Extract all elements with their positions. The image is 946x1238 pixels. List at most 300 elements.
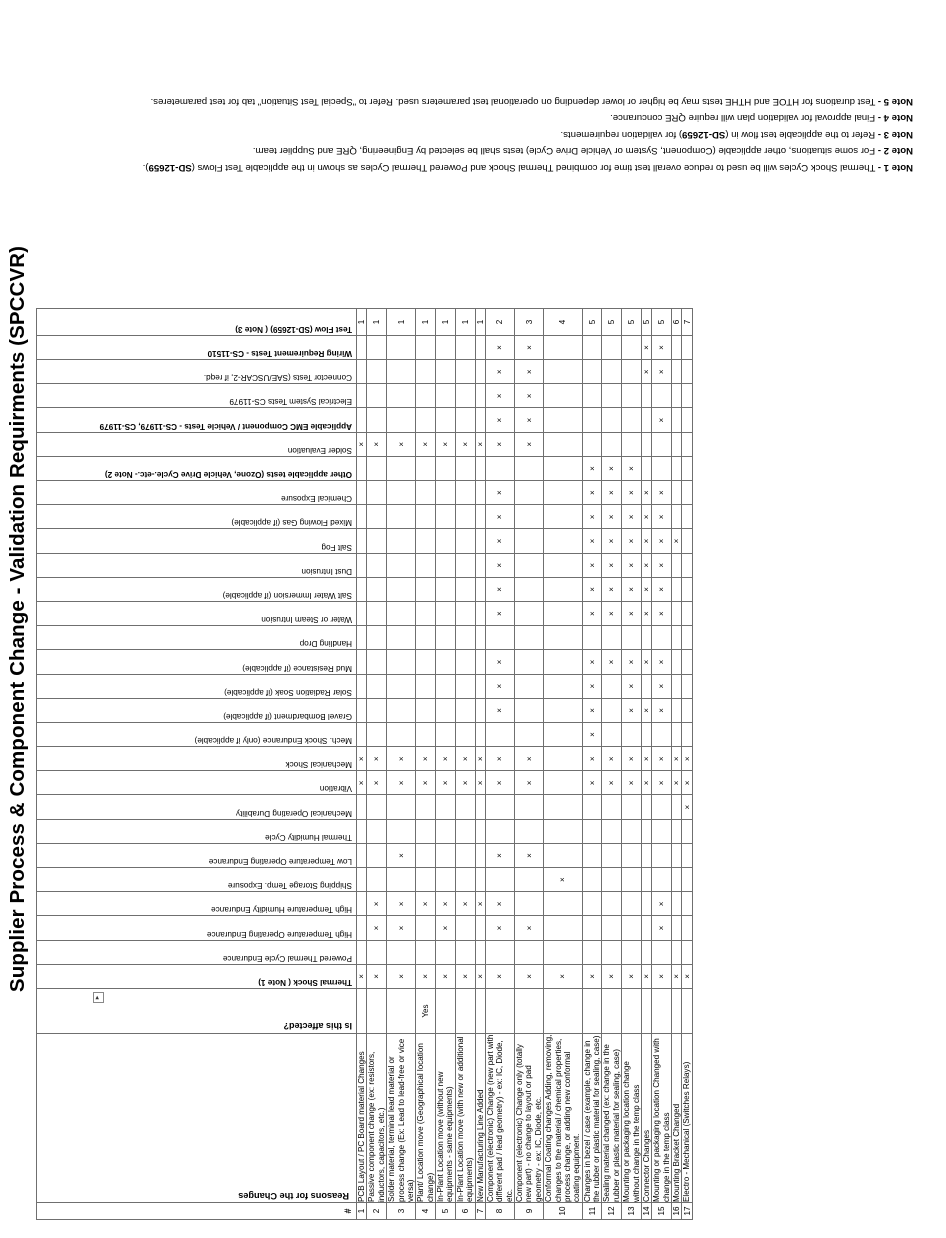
row-test-mark-cell[interactable]: × bbox=[582, 964, 602, 988]
row-test-mark-cell[interactable]: × bbox=[582, 577, 602, 601]
row-test-mark-cell[interactable] bbox=[622, 626, 642, 650]
row-test-mark-cell[interactable]: × bbox=[485, 916, 514, 940]
row-test-mark-cell[interactable] bbox=[416, 674, 436, 698]
row-test-mark-cell[interactable] bbox=[387, 698, 416, 722]
row-test-mark-cell[interactable] bbox=[672, 940, 682, 964]
row-test-mark-cell[interactable] bbox=[416, 360, 436, 384]
row-test-mark-cell[interactable] bbox=[602, 384, 622, 408]
row-test-mark-cell[interactable]: × bbox=[602, 529, 622, 553]
row-test-mark-cell[interactable] bbox=[357, 626, 367, 650]
row-test-mark-cell[interactable]: × bbox=[582, 602, 602, 626]
row-test-mark-cell[interactable] bbox=[682, 674, 692, 698]
row-test-mark-cell[interactable] bbox=[367, 408, 387, 432]
row-test-mark-cell[interactable]: × bbox=[602, 456, 622, 480]
row-test-mark-cell[interactable] bbox=[367, 335, 387, 359]
row-test-mark-cell[interactable] bbox=[416, 940, 436, 964]
row-test-mark-cell[interactable] bbox=[416, 553, 436, 577]
row-test-mark-cell[interactable] bbox=[416, 529, 436, 553]
row-test-mark-cell[interactable] bbox=[515, 626, 544, 650]
row-test-mark-cell[interactable]: × bbox=[682, 771, 692, 795]
row-test-mark-cell[interactable]: × bbox=[367, 916, 387, 940]
row-is-affected-cell[interactable] bbox=[582, 989, 602, 1034]
row-test-mark-cell[interactable] bbox=[582, 940, 602, 964]
row-test-mark-cell[interactable] bbox=[582, 408, 602, 432]
row-test-mark-cell[interactable] bbox=[515, 795, 544, 819]
row-test-mark-cell[interactable]: × bbox=[672, 529, 682, 553]
row-test-mark-cell[interactable]: × bbox=[515, 432, 544, 456]
row-test-mark-cell[interactable]: × bbox=[544, 964, 583, 988]
row-test-mark-cell[interactable] bbox=[387, 481, 416, 505]
row-test-mark-cell[interactable]: × bbox=[515, 747, 544, 771]
row-test-mark-cell[interactable] bbox=[544, 602, 583, 626]
row-test-mark-cell[interactable] bbox=[682, 626, 692, 650]
row-test-mark-cell[interactable] bbox=[387, 819, 416, 843]
row-test-mark-cell[interactable]: × bbox=[485, 892, 514, 916]
row-test-mark-cell[interactable]: × bbox=[387, 432, 416, 456]
row-test-mark-cell[interactable] bbox=[622, 335, 642, 359]
row-test-mark-cell[interactable]: × bbox=[582, 529, 602, 553]
row-test-mark-cell[interactable] bbox=[436, 360, 456, 384]
row-test-mark-cell[interactable] bbox=[455, 626, 475, 650]
row-test-mark-cell[interactable]: × bbox=[622, 650, 642, 674]
row-test-mark-cell[interactable]: × bbox=[652, 577, 672, 601]
row-test-mark-cell[interactable]: × bbox=[436, 747, 456, 771]
row-is-affected-cell[interactable] bbox=[515, 989, 544, 1034]
row-test-mark-cell[interactable] bbox=[357, 674, 367, 698]
row-test-mark-cell[interactable] bbox=[582, 432, 602, 456]
row-test-mark-cell[interactable] bbox=[641, 456, 651, 480]
row-test-mark-cell[interactable] bbox=[455, 335, 475, 359]
row-test-mark-cell[interactable] bbox=[475, 505, 485, 529]
row-test-mark-cell[interactable] bbox=[641, 674, 651, 698]
row-test-mark-cell[interactable]: × bbox=[357, 432, 367, 456]
row-test-mark-cell[interactable] bbox=[416, 843, 436, 867]
row-test-mark-cell[interactable] bbox=[622, 408, 642, 432]
row-test-mark-cell[interactable]: × bbox=[515, 964, 544, 988]
row-test-mark-cell[interactable]: × bbox=[641, 771, 651, 795]
row-test-mark-cell[interactable] bbox=[515, 481, 544, 505]
row-test-mark-cell[interactable]: × bbox=[515, 916, 544, 940]
row-test-mark-cell[interactable] bbox=[475, 843, 485, 867]
row-test-mark-cell[interactable] bbox=[602, 868, 622, 892]
row-test-mark-cell[interactable]: × bbox=[475, 432, 485, 456]
row-test-flow-cell[interactable]: 5 bbox=[641, 308, 651, 335]
row-test-mark-cell[interactable] bbox=[544, 892, 583, 916]
row-test-mark-cell[interactable]: × bbox=[436, 916, 456, 940]
row-test-mark-cell[interactable]: × bbox=[652, 892, 672, 916]
row-test-mark-cell[interactable]: × bbox=[652, 674, 672, 698]
row-test-mark-cell[interactable] bbox=[367, 940, 387, 964]
row-test-mark-cell[interactable]: × bbox=[367, 964, 387, 988]
row-test-mark-cell[interactable] bbox=[436, 505, 456, 529]
row-test-mark-cell[interactable] bbox=[475, 577, 485, 601]
row-test-mark-cell[interactable]: × bbox=[652, 747, 672, 771]
row-test-mark-cell[interactable]: × bbox=[652, 916, 672, 940]
row-test-flow-cell[interactable]: 3 bbox=[515, 308, 544, 335]
row-test-mark-cell[interactable] bbox=[622, 384, 642, 408]
row-test-mark-cell[interactable] bbox=[672, 481, 682, 505]
row-test-mark-cell[interactable] bbox=[475, 360, 485, 384]
row-test-mark-cell[interactable]: × bbox=[387, 964, 416, 988]
row-test-mark-cell[interactable]: × bbox=[672, 964, 682, 988]
row-test-flow-cell[interactable]: 1 bbox=[436, 308, 456, 335]
row-test-mark-cell[interactable] bbox=[544, 553, 583, 577]
row-test-mark-cell[interactable]: × bbox=[602, 771, 622, 795]
row-test-mark-cell[interactable] bbox=[455, 819, 475, 843]
row-test-mark-cell[interactable] bbox=[582, 626, 602, 650]
row-test-mark-cell[interactable] bbox=[641, 940, 651, 964]
row-test-mark-cell[interactable]: × bbox=[485, 650, 514, 674]
row-test-mark-cell[interactable] bbox=[357, 795, 367, 819]
row-test-mark-cell[interactable] bbox=[672, 698, 682, 722]
row-test-mark-cell[interactable]: × bbox=[544, 868, 583, 892]
row-test-mark-cell[interactable] bbox=[475, 408, 485, 432]
row-test-mark-cell[interactable] bbox=[641, 432, 651, 456]
row-test-mark-cell[interactable] bbox=[602, 674, 622, 698]
row-test-flow-cell[interactable]: 5 bbox=[622, 308, 642, 335]
row-test-mark-cell[interactable] bbox=[672, 819, 682, 843]
row-test-mark-cell[interactable] bbox=[602, 360, 622, 384]
row-test-mark-cell[interactable]: × bbox=[357, 771, 367, 795]
row-test-mark-cell[interactable] bbox=[515, 505, 544, 529]
row-test-mark-cell[interactable]: × bbox=[622, 747, 642, 771]
row-test-mark-cell[interactable] bbox=[357, 384, 367, 408]
row-test-mark-cell[interactable] bbox=[436, 481, 456, 505]
row-test-mark-cell[interactable]: × bbox=[682, 747, 692, 771]
row-test-mark-cell[interactable]: × bbox=[367, 771, 387, 795]
row-test-mark-cell[interactable] bbox=[602, 408, 622, 432]
row-test-mark-cell[interactable] bbox=[387, 602, 416, 626]
row-test-mark-cell[interactable] bbox=[682, 940, 692, 964]
row-test-flow-cell[interactable]: 5 bbox=[652, 308, 672, 335]
row-test-mark-cell[interactable] bbox=[475, 456, 485, 480]
row-test-mark-cell[interactable] bbox=[602, 432, 622, 456]
row-test-mark-cell[interactable]: × bbox=[455, 432, 475, 456]
row-test-mark-cell[interactable] bbox=[515, 892, 544, 916]
row-test-mark-cell[interactable] bbox=[367, 505, 387, 529]
row-test-mark-cell[interactable] bbox=[455, 916, 475, 940]
row-test-mark-cell[interactable]: × bbox=[582, 505, 602, 529]
row-test-mark-cell[interactable] bbox=[672, 650, 682, 674]
row-test-mark-cell[interactable] bbox=[602, 892, 622, 916]
row-test-mark-cell[interactable] bbox=[387, 577, 416, 601]
row-test-mark-cell[interactable] bbox=[544, 335, 583, 359]
row-test-mark-cell[interactable] bbox=[357, 577, 367, 601]
row-test-mark-cell[interactable]: × bbox=[475, 747, 485, 771]
row-test-mark-cell[interactable] bbox=[672, 505, 682, 529]
row-test-mark-cell[interactable] bbox=[367, 553, 387, 577]
row-test-mark-cell[interactable] bbox=[416, 481, 436, 505]
row-test-mark-cell[interactable] bbox=[622, 916, 642, 940]
row-test-mark-cell[interactable] bbox=[387, 626, 416, 650]
row-test-mark-cell[interactable]: × bbox=[515, 335, 544, 359]
row-test-mark-cell[interactable] bbox=[641, 916, 651, 940]
row-test-mark-cell[interactable] bbox=[357, 916, 367, 940]
row-test-mark-cell[interactable]: × bbox=[602, 481, 622, 505]
row-test-mark-cell[interactable]: × bbox=[582, 674, 602, 698]
row-test-mark-cell[interactable] bbox=[515, 674, 544, 698]
row-test-mark-cell[interactable] bbox=[436, 408, 456, 432]
row-test-mark-cell[interactable] bbox=[515, 577, 544, 601]
row-test-mark-cell[interactable]: × bbox=[652, 553, 672, 577]
row-test-mark-cell[interactable]: × bbox=[357, 747, 367, 771]
row-test-mark-cell[interactable] bbox=[475, 602, 485, 626]
row-test-mark-cell[interactable] bbox=[387, 650, 416, 674]
row-test-mark-cell[interactable] bbox=[357, 408, 367, 432]
row-test-mark-cell[interactable] bbox=[544, 771, 583, 795]
row-test-mark-cell[interactable]: × bbox=[641, 602, 651, 626]
row-test-mark-cell[interactable]: × bbox=[515, 843, 544, 867]
row-test-mark-cell[interactable] bbox=[455, 384, 475, 408]
row-test-mark-cell[interactable] bbox=[367, 529, 387, 553]
row-test-mark-cell[interactable]: × bbox=[475, 771, 485, 795]
row-test-mark-cell[interactable] bbox=[455, 674, 475, 698]
row-test-mark-cell[interactable]: × bbox=[652, 408, 672, 432]
header-is-this-affected[interactable] bbox=[37, 989, 357, 1034]
row-test-mark-cell[interactable] bbox=[387, 456, 416, 480]
row-test-flow-cell[interactable]: 1 bbox=[416, 308, 436, 335]
row-test-mark-cell[interactable] bbox=[544, 843, 583, 867]
row-test-mark-cell[interactable] bbox=[544, 650, 583, 674]
row-test-flow-cell[interactable]: 1 bbox=[475, 308, 485, 335]
row-test-mark-cell[interactable] bbox=[485, 795, 514, 819]
row-test-mark-cell[interactable] bbox=[672, 843, 682, 867]
row-test-mark-cell[interactable]: × bbox=[387, 892, 416, 916]
row-test-mark-cell[interactable]: × bbox=[622, 771, 642, 795]
row-test-mark-cell[interactable] bbox=[641, 819, 651, 843]
row-test-flow-cell[interactable]: 1 bbox=[367, 308, 387, 335]
row-is-affected-cell[interactable] bbox=[455, 989, 475, 1034]
row-test-mark-cell[interactable] bbox=[387, 795, 416, 819]
row-test-mark-cell[interactable] bbox=[455, 650, 475, 674]
row-test-mark-cell[interactable]: × bbox=[652, 698, 672, 722]
row-test-mark-cell[interactable]: × bbox=[436, 771, 456, 795]
row-test-mark-cell[interactable] bbox=[641, 892, 651, 916]
row-test-mark-cell[interactable] bbox=[641, 722, 651, 746]
row-test-mark-cell[interactable] bbox=[357, 505, 367, 529]
row-test-mark-cell[interactable]: × bbox=[652, 335, 672, 359]
row-test-mark-cell[interactable]: × bbox=[582, 771, 602, 795]
row-test-mark-cell[interactable] bbox=[602, 626, 622, 650]
row-test-mark-cell[interactable] bbox=[641, 868, 651, 892]
row-test-mark-cell[interactable]: × bbox=[641, 553, 651, 577]
row-test-flow-cell[interactable]: 1 bbox=[455, 308, 475, 335]
row-test-mark-cell[interactable]: × bbox=[622, 529, 642, 553]
row-test-mark-cell[interactable]: × bbox=[416, 747, 436, 771]
row-test-mark-cell[interactable]: × bbox=[602, 964, 622, 988]
row-test-mark-cell[interactable] bbox=[515, 698, 544, 722]
row-test-mark-cell[interactable] bbox=[544, 722, 583, 746]
row-test-mark-cell[interactable]: × bbox=[652, 505, 672, 529]
row-test-mark-cell[interactable] bbox=[455, 940, 475, 964]
row-test-mark-cell[interactable] bbox=[672, 892, 682, 916]
row-test-mark-cell[interactable]: × bbox=[602, 505, 622, 529]
row-test-mark-cell[interactable] bbox=[652, 819, 672, 843]
row-test-mark-cell[interactable]: × bbox=[641, 650, 651, 674]
row-is-affected-cell[interactable] bbox=[682, 989, 692, 1034]
row-test-mark-cell[interactable] bbox=[436, 529, 456, 553]
row-test-mark-cell[interactable]: × bbox=[582, 747, 602, 771]
row-test-mark-cell[interactable] bbox=[515, 553, 544, 577]
row-test-mark-cell[interactable] bbox=[455, 553, 475, 577]
row-test-mark-cell[interactable]: × bbox=[652, 481, 672, 505]
row-test-mark-cell[interactable] bbox=[582, 335, 602, 359]
row-test-mark-cell[interactable] bbox=[387, 940, 416, 964]
row-is-affected-cell[interactable] bbox=[367, 989, 387, 1034]
row-test-mark-cell[interactable] bbox=[682, 384, 692, 408]
row-test-mark-cell[interactable]: × bbox=[641, 964, 651, 988]
row-test-mark-cell[interactable]: × bbox=[622, 602, 642, 626]
row-test-mark-cell[interactable] bbox=[544, 505, 583, 529]
row-test-mark-cell[interactable] bbox=[436, 626, 456, 650]
row-test-mark-cell[interactable] bbox=[416, 335, 436, 359]
row-test-mark-cell[interactable]: × bbox=[602, 577, 622, 601]
row-test-mark-cell[interactable]: × bbox=[652, 650, 672, 674]
row-test-mark-cell[interactable]: × bbox=[485, 481, 514, 505]
row-test-mark-cell[interactable] bbox=[544, 360, 583, 384]
row-test-mark-cell[interactable] bbox=[436, 674, 456, 698]
row-test-mark-cell[interactable] bbox=[436, 602, 456, 626]
row-test-mark-cell[interactable] bbox=[652, 843, 672, 867]
row-test-mark-cell[interactable] bbox=[357, 843, 367, 867]
row-test-mark-cell[interactable] bbox=[357, 819, 367, 843]
row-test-mark-cell[interactable] bbox=[416, 722, 436, 746]
row-test-mark-cell[interactable] bbox=[387, 505, 416, 529]
row-test-mark-cell[interactable] bbox=[544, 481, 583, 505]
row-is-affected-cell[interactable] bbox=[485, 989, 514, 1034]
row-test-mark-cell[interactable] bbox=[357, 698, 367, 722]
row-test-mark-cell[interactable]: × bbox=[485, 747, 514, 771]
row-test-mark-cell[interactable] bbox=[652, 432, 672, 456]
row-test-mark-cell[interactable] bbox=[387, 868, 416, 892]
row-test-mark-cell[interactable] bbox=[544, 384, 583, 408]
row-test-mark-cell[interactable] bbox=[475, 529, 485, 553]
row-test-mark-cell[interactable] bbox=[641, 384, 651, 408]
row-test-mark-cell[interactable] bbox=[416, 384, 436, 408]
filter-dropdown-icon[interactable]: ▸ bbox=[93, 992, 104, 1003]
row-test-mark-cell[interactable]: × bbox=[515, 360, 544, 384]
row-test-mark-cell[interactable] bbox=[672, 916, 682, 940]
row-test-mark-cell[interactable] bbox=[682, 529, 692, 553]
row-test-mark-cell[interactable] bbox=[475, 674, 485, 698]
row-test-mark-cell[interactable]: × bbox=[416, 892, 436, 916]
row-test-mark-cell[interactable]: × bbox=[622, 964, 642, 988]
row-test-mark-cell[interactable]: × bbox=[485, 432, 514, 456]
row-test-mark-cell[interactable] bbox=[485, 868, 514, 892]
row-test-mark-cell[interactable] bbox=[515, 940, 544, 964]
row-test-mark-cell[interactable] bbox=[582, 819, 602, 843]
row-test-mark-cell[interactable]: × bbox=[485, 384, 514, 408]
row-test-mark-cell[interactable] bbox=[367, 577, 387, 601]
row-test-mark-cell[interactable]: × bbox=[582, 481, 602, 505]
row-test-mark-cell[interactable] bbox=[455, 698, 475, 722]
row-test-mark-cell[interactable]: × bbox=[622, 674, 642, 698]
row-test-mark-cell[interactable] bbox=[436, 843, 456, 867]
row-test-mark-cell[interactable]: × bbox=[622, 481, 642, 505]
row-test-mark-cell[interactable] bbox=[515, 529, 544, 553]
row-test-mark-cell[interactable]: × bbox=[641, 360, 651, 384]
row-test-mark-cell[interactable]: × bbox=[515, 384, 544, 408]
row-test-mark-cell[interactable]: × bbox=[367, 892, 387, 916]
row-test-mark-cell[interactable]: × bbox=[652, 360, 672, 384]
row-test-mark-cell[interactable]: × bbox=[436, 964, 456, 988]
row-test-mark-cell[interactable] bbox=[455, 481, 475, 505]
row-test-mark-cell[interactable]: × bbox=[367, 432, 387, 456]
row-test-mark-cell[interactable]: × bbox=[602, 650, 622, 674]
row-test-mark-cell[interactable] bbox=[682, 650, 692, 674]
row-test-mark-cell[interactable] bbox=[367, 843, 387, 867]
row-test-mark-cell[interactable] bbox=[367, 481, 387, 505]
row-test-mark-cell[interactable] bbox=[387, 335, 416, 359]
row-test-mark-cell[interactable]: × bbox=[622, 505, 642, 529]
row-test-mark-cell[interactable] bbox=[387, 674, 416, 698]
row-test-mark-cell[interactable] bbox=[367, 384, 387, 408]
row-is-affected-cell[interactable] bbox=[622, 989, 642, 1034]
row-test-mark-cell[interactable]: × bbox=[641, 698, 651, 722]
row-test-mark-cell[interactable] bbox=[622, 868, 642, 892]
row-test-mark-cell[interactable] bbox=[672, 722, 682, 746]
row-test-mark-cell[interactable] bbox=[475, 916, 485, 940]
row-is-affected-cell[interactable] bbox=[641, 989, 651, 1034]
row-is-affected-cell[interactable] bbox=[672, 989, 682, 1034]
row-test-mark-cell[interactable] bbox=[485, 819, 514, 843]
row-test-mark-cell[interactable]: × bbox=[582, 722, 602, 746]
row-is-affected-cell[interactable] bbox=[475, 989, 485, 1034]
row-test-mark-cell[interactable] bbox=[416, 626, 436, 650]
row-test-mark-cell[interactable]: × bbox=[622, 698, 642, 722]
row-test-mark-cell[interactable] bbox=[582, 843, 602, 867]
row-test-mark-cell[interactable]: × bbox=[602, 747, 622, 771]
row-is-affected-cell[interactable] bbox=[602, 989, 622, 1034]
row-test-mark-cell[interactable]: × bbox=[652, 964, 672, 988]
row-test-mark-cell[interactable] bbox=[416, 577, 436, 601]
row-test-mark-cell[interactable]: × bbox=[582, 553, 602, 577]
row-test-mark-cell[interactable]: × bbox=[436, 432, 456, 456]
row-test-mark-cell[interactable] bbox=[602, 335, 622, 359]
row-test-mark-cell[interactable] bbox=[602, 795, 622, 819]
row-is-affected-cell[interactable] bbox=[652, 989, 672, 1034]
row-test-mark-cell[interactable] bbox=[416, 650, 436, 674]
row-test-mark-cell[interactable] bbox=[455, 602, 475, 626]
row-test-mark-cell[interactable] bbox=[602, 819, 622, 843]
row-test-mark-cell[interactable] bbox=[682, 916, 692, 940]
row-test-mark-cell[interactable]: × bbox=[641, 529, 651, 553]
row-test-mark-cell[interactable] bbox=[582, 892, 602, 916]
row-test-mark-cell[interactable]: × bbox=[672, 747, 682, 771]
row-test-mark-cell[interactable] bbox=[475, 698, 485, 722]
row-test-mark-cell[interactable] bbox=[416, 819, 436, 843]
row-test-mark-cell[interactable] bbox=[672, 335, 682, 359]
row-test-mark-cell[interactable] bbox=[602, 698, 622, 722]
row-test-mark-cell[interactable] bbox=[485, 722, 514, 746]
row-is-affected-cell[interactable] bbox=[357, 989, 367, 1034]
row-test-mark-cell[interactable]: × bbox=[652, 771, 672, 795]
row-test-mark-cell[interactable] bbox=[455, 577, 475, 601]
row-test-mark-cell[interactable]: × bbox=[485, 771, 514, 795]
row-test-mark-cell[interactable] bbox=[672, 456, 682, 480]
row-test-mark-cell[interactable] bbox=[387, 360, 416, 384]
row-test-mark-cell[interactable] bbox=[357, 360, 367, 384]
row-test-mark-cell[interactable] bbox=[416, 456, 436, 480]
row-test-mark-cell[interactable] bbox=[475, 481, 485, 505]
row-test-mark-cell[interactable] bbox=[475, 795, 485, 819]
row-test-mark-cell[interactable] bbox=[357, 456, 367, 480]
row-test-mark-cell[interactable]: × bbox=[582, 698, 602, 722]
row-test-mark-cell[interactable] bbox=[367, 674, 387, 698]
row-test-mark-cell[interactable] bbox=[357, 868, 367, 892]
row-test-mark-cell[interactable]: × bbox=[602, 553, 622, 577]
row-test-mark-cell[interactable] bbox=[672, 674, 682, 698]
